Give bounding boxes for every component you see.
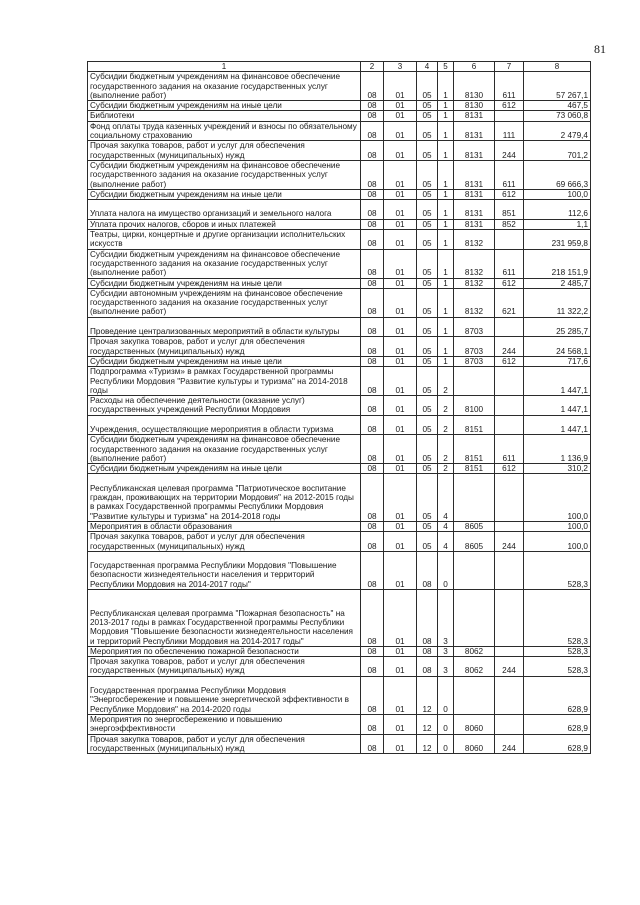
code-cell: 8703 bbox=[454, 317, 495, 337]
row-name-cell: Государственная программа Республики Мордовия "Повышение безопасности жизнедеятельности населения и территорий Республики Мордовия на 2014-2017 годы" bbox=[88, 551, 361, 589]
code-cell: 0 bbox=[438, 551, 454, 589]
code-cell bbox=[454, 590, 495, 647]
code-cell: 05 bbox=[417, 200, 438, 220]
amount-cell: 310,2 bbox=[524, 464, 591, 474]
code-cell bbox=[454, 676, 495, 714]
code-cell: 08 bbox=[361, 714, 384, 734]
row-name-cell: Прочая закупка товаров, работ и услуг для обеспечения государственных (муниципальных) нужд bbox=[88, 657, 361, 677]
code-cell: 612 bbox=[495, 356, 524, 366]
amount-cell: 528,3 bbox=[524, 551, 591, 589]
code-cell: 611 bbox=[495, 249, 524, 278]
code-cell: 05 bbox=[417, 101, 438, 111]
table-row bbox=[88, 249, 591, 278]
code-cell: 1 bbox=[438, 101, 454, 111]
amount-cell: 100,0 bbox=[524, 521, 591, 531]
code-cell: 621 bbox=[495, 288, 524, 317]
code-cell: 05 bbox=[417, 474, 438, 522]
row-name-cell: Проведение централизованных мероприятий в области культуры bbox=[88, 317, 361, 337]
code-cell: 01 bbox=[384, 474, 417, 522]
code-cell: 1 bbox=[438, 219, 454, 229]
code-cell: 8130 bbox=[454, 72, 495, 101]
table-row bbox=[88, 590, 591, 647]
code-cell: 08 bbox=[361, 200, 384, 220]
code-cell bbox=[495, 317, 524, 337]
code-cell bbox=[495, 367, 524, 396]
table-row bbox=[88, 189, 591, 199]
code-cell: 4 bbox=[438, 474, 454, 522]
amount-cell: 73 060,8 bbox=[524, 111, 591, 121]
code-cell: 01 bbox=[384, 590, 417, 647]
table-row bbox=[88, 551, 591, 589]
amount-cell: 2 485,7 bbox=[524, 278, 591, 288]
code-cell: 1 bbox=[438, 230, 454, 250]
amount-cell: 528,3 bbox=[524, 590, 591, 647]
code-cell: 05 bbox=[417, 367, 438, 396]
amount-cell: 112,6 bbox=[524, 200, 591, 220]
row-name-cell: Мероприятия в области образования bbox=[88, 521, 361, 531]
code-cell bbox=[495, 111, 524, 121]
code-cell: 08 bbox=[361, 219, 384, 229]
code-cell: 05 bbox=[417, 521, 438, 531]
code-cell: 8131 bbox=[454, 160, 495, 189]
code-cell: 8062 bbox=[454, 646, 495, 656]
table-row bbox=[88, 72, 591, 101]
code-cell: 05 bbox=[417, 230, 438, 250]
row-name-cell: Субсидии бюджетным учреждениям на иные цели bbox=[88, 464, 361, 474]
code-cell: 12 bbox=[417, 734, 438, 754]
code-cell: 08 bbox=[361, 249, 384, 278]
page-number: 81 bbox=[594, 42, 606, 56]
table-row bbox=[88, 101, 591, 111]
amount-cell: 69 666,3 bbox=[524, 160, 591, 189]
row-name-cell: Субсидии бюджетным учреждениям на иные цели bbox=[88, 356, 361, 366]
header-cell: 6 bbox=[454, 62, 495, 72]
code-cell: 612 bbox=[495, 189, 524, 199]
code-cell: 08 bbox=[361, 367, 384, 396]
table-row bbox=[88, 367, 591, 396]
code-cell: 1 bbox=[438, 189, 454, 199]
row-name-cell: Уплата прочих налогов, сборов и иных платежей bbox=[88, 219, 361, 229]
code-cell: 08 bbox=[417, 646, 438, 656]
code-cell: 0 bbox=[438, 714, 454, 734]
row-name-cell: Библиотеки bbox=[88, 111, 361, 121]
row-name-cell: Мероприятия по обеспечению пожарной безопасности bbox=[88, 646, 361, 656]
code-cell bbox=[495, 396, 524, 416]
code-cell: 01 bbox=[384, 657, 417, 677]
amount-cell: 218 151,9 bbox=[524, 249, 591, 278]
row-name-cell: Государственная программа Республики Мордовия "Энергосбережение и повышение энергетической эффективности в Республике Мордовия" на 2014-2020 годы bbox=[88, 676, 361, 714]
amount-cell: 100,0 bbox=[524, 474, 591, 522]
code-cell: 1 bbox=[438, 288, 454, 317]
code-cell bbox=[495, 714, 524, 734]
amount-cell: 1 136,9 bbox=[524, 435, 591, 464]
amount-cell: 1,1 bbox=[524, 219, 591, 229]
code-cell: 01 bbox=[384, 317, 417, 337]
code-cell: 851 bbox=[495, 200, 524, 220]
code-cell: 12 bbox=[417, 676, 438, 714]
code-cell: 01 bbox=[384, 278, 417, 288]
code-cell: 8151 bbox=[454, 464, 495, 474]
table-row bbox=[88, 474, 591, 522]
amount-cell: 701,2 bbox=[524, 141, 591, 161]
table-row bbox=[88, 521, 591, 531]
code-cell bbox=[495, 676, 524, 714]
code-cell: 852 bbox=[495, 219, 524, 229]
table-row bbox=[88, 657, 591, 677]
table-row bbox=[88, 121, 591, 141]
header-cell: 5 bbox=[438, 62, 454, 72]
code-cell: 8131 bbox=[454, 200, 495, 220]
row-name-cell: Субсидии бюджетным учреждениям на финансовое обеспечение государственного задания на оказание государственных услуг (выполнение работ) bbox=[88, 249, 361, 278]
code-cell: 611 bbox=[495, 160, 524, 189]
amount-cell: 1 447,1 bbox=[524, 415, 591, 435]
code-cell: 05 bbox=[417, 532, 438, 552]
header-row bbox=[88, 62, 591, 72]
code-cell: 05 bbox=[417, 317, 438, 337]
code-cell: 8151 bbox=[454, 435, 495, 464]
code-cell: 4 bbox=[438, 532, 454, 552]
amount-cell: 528,3 bbox=[524, 646, 591, 656]
amount-cell: 717,6 bbox=[524, 356, 591, 366]
code-cell: 05 bbox=[417, 288, 438, 317]
table-row bbox=[88, 435, 591, 464]
code-cell bbox=[495, 521, 524, 531]
code-cell: 08 bbox=[417, 657, 438, 677]
code-cell: 8131 bbox=[454, 111, 495, 121]
code-cell: 244 bbox=[495, 141, 524, 161]
code-cell: 05 bbox=[417, 356, 438, 366]
code-cell: 01 bbox=[384, 551, 417, 589]
row-name-cell: Театры, цирки, концертные и другие организации исполнительских искусств bbox=[88, 230, 361, 250]
table-row bbox=[88, 278, 591, 288]
code-cell: 8132 bbox=[454, 230, 495, 250]
row-name-cell: Прочая закупка товаров, работ и услуг для обеспечения государственных (муниципальных) нужд bbox=[88, 141, 361, 161]
code-cell: 612 bbox=[495, 101, 524, 111]
code-cell: 1 bbox=[438, 72, 454, 101]
code-cell: 8703 bbox=[454, 356, 495, 366]
code-cell bbox=[495, 551, 524, 589]
code-cell: 08 bbox=[361, 278, 384, 288]
code-cell: 01 bbox=[384, 646, 417, 656]
amount-cell: 11 322,2 bbox=[524, 288, 591, 317]
code-cell: 08 bbox=[361, 551, 384, 589]
code-cell: 08 bbox=[361, 189, 384, 199]
code-cell: 01 bbox=[384, 367, 417, 396]
amount-cell: 528,3 bbox=[524, 657, 591, 677]
code-cell: 3 bbox=[438, 590, 454, 647]
code-cell: 1 bbox=[438, 317, 454, 337]
table-row bbox=[88, 396, 591, 416]
table-row bbox=[88, 219, 591, 229]
code-cell: 05 bbox=[417, 396, 438, 416]
code-cell: 08 bbox=[417, 590, 438, 647]
code-cell: 08 bbox=[361, 521, 384, 531]
table-row bbox=[88, 337, 591, 357]
amount-cell: 628,9 bbox=[524, 734, 591, 754]
row-name-cell: Мероприятия по энергосбережению и повышению энергоэффективности bbox=[88, 714, 361, 734]
code-cell: 8062 bbox=[454, 657, 495, 677]
code-cell: 01 bbox=[384, 356, 417, 366]
code-cell: 01 bbox=[384, 101, 417, 111]
table-row bbox=[88, 230, 591, 250]
code-cell: 01 bbox=[384, 464, 417, 474]
code-cell: 01 bbox=[384, 189, 417, 199]
code-cell: 2 bbox=[438, 435, 454, 464]
row-name-cell: Субсидии бюджетным учреждениям на финансовое обеспечение государственного задания на оказание государственных услуг (выполнение работ) bbox=[88, 435, 361, 464]
code-cell: 2 bbox=[438, 367, 454, 396]
code-cell: 08 bbox=[361, 396, 384, 416]
code-cell: 08 bbox=[361, 464, 384, 474]
row-name-cell: Расходы на обеспечение деятельности (оказание услуг) государственных учреждений Республики Мордовия bbox=[88, 396, 361, 416]
code-cell: 8605 bbox=[454, 521, 495, 531]
row-name-cell: Субсидии бюджетным учреждениям на иные цели bbox=[88, 101, 361, 111]
code-cell: 8605 bbox=[454, 532, 495, 552]
code-cell: 612 bbox=[495, 278, 524, 288]
table-row bbox=[88, 111, 591, 121]
amount-cell: 628,9 bbox=[524, 714, 591, 734]
header-cell: 7 bbox=[495, 62, 524, 72]
budget-table bbox=[87, 61, 591, 754]
table-row bbox=[88, 646, 591, 656]
code-cell: 8703 bbox=[454, 337, 495, 357]
code-cell: 08 bbox=[361, 288, 384, 317]
code-cell: 1 bbox=[438, 356, 454, 366]
code-cell: 01 bbox=[384, 72, 417, 101]
code-cell bbox=[454, 551, 495, 589]
code-cell: 0 bbox=[438, 676, 454, 714]
header-cell: 2 bbox=[361, 62, 384, 72]
code-cell: 8132 bbox=[454, 278, 495, 288]
table-row bbox=[88, 141, 591, 161]
code-cell: 1 bbox=[438, 278, 454, 288]
code-cell: 1 bbox=[438, 249, 454, 278]
code-cell bbox=[495, 590, 524, 647]
table-row bbox=[88, 734, 591, 754]
amount-cell: 231 959,8 bbox=[524, 230, 591, 250]
code-cell: 8132 bbox=[454, 249, 495, 278]
amount-cell: 2 479,4 bbox=[524, 121, 591, 141]
code-cell: 01 bbox=[384, 160, 417, 189]
code-cell: 8060 bbox=[454, 734, 495, 754]
code-cell: 05 bbox=[417, 415, 438, 435]
row-name-cell: Субсидии бюджетным учреждениям на иные цели bbox=[88, 189, 361, 199]
code-cell: 3 bbox=[438, 657, 454, 677]
code-cell: 8132 bbox=[454, 288, 495, 317]
amount-cell: 100,0 bbox=[524, 189, 591, 199]
code-cell: 01 bbox=[384, 734, 417, 754]
code-cell: 01 bbox=[384, 415, 417, 435]
code-cell: 01 bbox=[384, 714, 417, 734]
code-cell: 05 bbox=[417, 72, 438, 101]
code-cell bbox=[454, 367, 495, 396]
code-cell: 1 bbox=[438, 160, 454, 189]
code-cell: 05 bbox=[417, 160, 438, 189]
code-cell: 05 bbox=[417, 219, 438, 229]
code-cell: 611 bbox=[495, 435, 524, 464]
row-name-cell: Субсидии автономным учреждениям на финансовое обеспечение государственного задания на оказание государственных услуг (выполнение работ) bbox=[88, 288, 361, 317]
code-cell: 01 bbox=[384, 141, 417, 161]
code-cell: 01 bbox=[384, 532, 417, 552]
code-cell: 01 bbox=[384, 396, 417, 416]
code-cell: 8060 bbox=[454, 714, 495, 734]
code-cell bbox=[495, 415, 524, 435]
code-cell: 8131 bbox=[454, 219, 495, 229]
code-cell: 08 bbox=[361, 160, 384, 189]
row-name-cell: Уплата налога на имущество организаций и земельного налога bbox=[88, 200, 361, 220]
code-cell: 01 bbox=[384, 249, 417, 278]
code-cell: 08 bbox=[361, 734, 384, 754]
code-cell: 4 bbox=[438, 521, 454, 531]
code-cell bbox=[454, 474, 495, 522]
code-cell: 1 bbox=[438, 200, 454, 220]
code-cell: 05 bbox=[417, 278, 438, 288]
code-cell: 08 bbox=[361, 356, 384, 366]
table-row bbox=[88, 532, 591, 552]
amount-cell: 24 568,1 bbox=[524, 337, 591, 357]
code-cell: 612 bbox=[495, 464, 524, 474]
code-cell: 08 bbox=[361, 72, 384, 101]
row-name-cell: Субсидии бюджетным учреждениям на иные цели bbox=[88, 278, 361, 288]
code-cell: 1 bbox=[438, 111, 454, 121]
code-cell: 01 bbox=[384, 676, 417, 714]
code-cell: 05 bbox=[417, 435, 438, 464]
code-cell: 08 bbox=[361, 435, 384, 464]
code-cell: 01 bbox=[384, 219, 417, 229]
row-name-cell: Прочая закупка товаров, работ и услуг для обеспечения государственных (муниципальных) нужд bbox=[88, 337, 361, 357]
table-row bbox=[88, 200, 591, 220]
code-cell: 2 bbox=[438, 415, 454, 435]
code-cell: 08 bbox=[361, 474, 384, 522]
code-cell: 3 bbox=[438, 646, 454, 656]
code-cell: 244 bbox=[495, 657, 524, 677]
header-cell: 3 bbox=[384, 62, 417, 72]
amount-cell: 57 267,1 bbox=[524, 72, 591, 101]
row-name-cell: Субсидии бюджетным учреждениям на финансовое обеспечение государственного задания на оказание государственных услуг (выполнение работ) bbox=[88, 160, 361, 189]
code-cell: 01 bbox=[384, 521, 417, 531]
table-row bbox=[88, 160, 591, 189]
code-cell: 05 bbox=[417, 111, 438, 121]
amount-cell: 628,9 bbox=[524, 676, 591, 714]
code-cell: 08 bbox=[361, 230, 384, 250]
code-cell: 8131 bbox=[454, 141, 495, 161]
amount-cell: 100,0 bbox=[524, 532, 591, 552]
code-cell: 244 bbox=[495, 337, 524, 357]
code-cell: 08 bbox=[361, 532, 384, 552]
code-cell: 08 bbox=[361, 590, 384, 647]
header-cell: 8 bbox=[524, 62, 591, 72]
row-name-cell: Учреждения, осуществляющие мероприятия в области туризма bbox=[88, 415, 361, 435]
row-name-cell: Прочая закупка товаров, работ и услуг для обеспечения государственных (муниципальных) нужд bbox=[88, 734, 361, 754]
code-cell: 611 bbox=[495, 72, 524, 101]
code-cell: 08 bbox=[361, 676, 384, 714]
code-cell: 05 bbox=[417, 249, 438, 278]
code-cell: 8131 bbox=[454, 121, 495, 141]
code-cell: 08 bbox=[361, 337, 384, 357]
code-cell: 0 bbox=[438, 734, 454, 754]
code-cell: 2 bbox=[438, 396, 454, 416]
code-cell: 12 bbox=[417, 714, 438, 734]
code-cell bbox=[495, 646, 524, 656]
table-row bbox=[88, 356, 591, 366]
code-cell: 1 bbox=[438, 121, 454, 141]
code-cell: 8130 bbox=[454, 101, 495, 111]
row-name-cell: Республиканская целевая программа "Патриотическое воспитание граждан, проживающих на территории Мордовия" на 2012-2015 годы в рамках Государственной программы Республики Мордовия "Развитие культуры и туризма" на 2014-2018 годы bbox=[88, 474, 361, 522]
table-row bbox=[88, 714, 591, 734]
amount-cell: 1 447,1 bbox=[524, 396, 591, 416]
code-cell bbox=[495, 474, 524, 522]
code-cell: 08 bbox=[361, 646, 384, 656]
code-cell: 244 bbox=[495, 734, 524, 754]
code-cell: 08 bbox=[361, 141, 384, 161]
header-cell: 1 bbox=[88, 62, 361, 72]
code-cell: 1 bbox=[438, 141, 454, 161]
code-cell: 01 bbox=[384, 288, 417, 317]
row-name-cell: Фонд оплаты труда казенных учреждений и взносы по обязательному социальному страхованию bbox=[88, 121, 361, 141]
row-name-cell: Прочая закупка товаров, работ и услуг для обеспечения государственных (муниципальных) нужд bbox=[88, 532, 361, 552]
table-row bbox=[88, 676, 591, 714]
amount-cell: 467,5 bbox=[524, 101, 591, 111]
table-row bbox=[88, 415, 591, 435]
row-name-cell: Субсидии бюджетным учреждениям на финансовое обеспечение государственного задания на оказание государственных услуг (выполнение работ) bbox=[88, 72, 361, 101]
code-cell: 111 bbox=[495, 121, 524, 141]
code-cell: 05 bbox=[417, 464, 438, 474]
code-cell: 2 bbox=[438, 464, 454, 474]
table-row bbox=[88, 288, 591, 317]
code-cell: 8151 bbox=[454, 415, 495, 435]
code-cell: 01 bbox=[384, 121, 417, 141]
code-cell: 08 bbox=[361, 657, 384, 677]
amount-cell: 25 285,7 bbox=[524, 317, 591, 337]
code-cell: 1 bbox=[438, 337, 454, 357]
amount-cell: 1 447,1 bbox=[524, 367, 591, 396]
code-cell: 01 bbox=[384, 200, 417, 220]
code-cell bbox=[495, 230, 524, 250]
row-name-cell: Республиканская целевая программа "Пожарная безопасность" на 2013-2017 годы в рамках Государственной программы Республики Мордовия "Повышение безопасности жизнедеятельности населения и территорий Республики Мордовия на 2014-2017 годы" bbox=[88, 590, 361, 647]
code-cell: 05 bbox=[417, 121, 438, 141]
code-cell: 08 bbox=[361, 415, 384, 435]
table-row bbox=[88, 464, 591, 474]
code-cell: 01 bbox=[384, 435, 417, 464]
code-cell: 244 bbox=[495, 532, 524, 552]
code-cell: 08 bbox=[361, 101, 384, 111]
row-name-cell: Подпрограмма «Туризм» в рамках Государственной программы Республики Мордовия "Развитие культуры и туризма" на 2014-2018 годы bbox=[88, 367, 361, 396]
table-row bbox=[88, 317, 591, 337]
code-cell: 08 bbox=[361, 121, 384, 141]
code-cell: 05 bbox=[417, 189, 438, 199]
header-cell: 4 bbox=[417, 62, 438, 72]
code-cell: 08 bbox=[361, 111, 384, 121]
code-cell: 8131 bbox=[454, 189, 495, 199]
code-cell: 01 bbox=[384, 337, 417, 357]
code-cell: 08 bbox=[361, 317, 384, 337]
code-cell: 01 bbox=[384, 111, 417, 121]
code-cell: 01 bbox=[384, 230, 417, 250]
code-cell: 05 bbox=[417, 141, 438, 161]
code-cell: 05 bbox=[417, 337, 438, 357]
code-cell: 08 bbox=[417, 551, 438, 589]
code-cell: 8100 bbox=[454, 396, 495, 416]
